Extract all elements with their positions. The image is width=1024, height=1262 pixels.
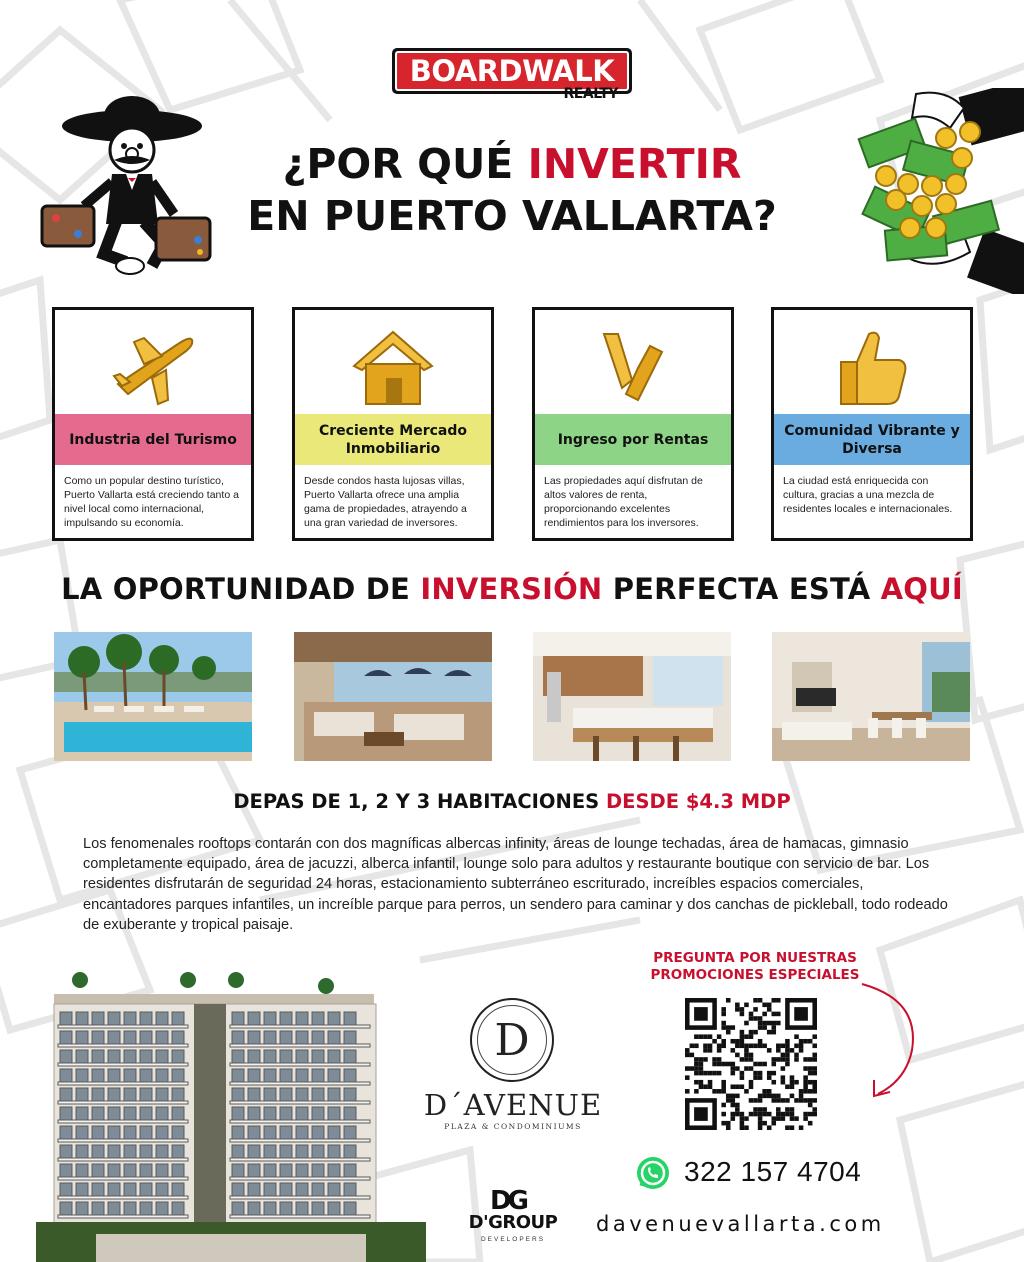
whatsapp-icon	[636, 1156, 670, 1190]
card-label-band	[295, 414, 491, 465]
thumbs-up-icon	[827, 324, 917, 408]
davenue-monogram-circle	[470, 998, 554, 1082]
pool-photo	[54, 632, 252, 761]
headline-highlight-inversion: INVERSIÓN	[420, 572, 603, 606]
money-hands-illustration	[846, 88, 1024, 294]
investment-headline	[0, 572, 1024, 606]
apartments-headline	[0, 790, 1024, 813]
website-link[interactable]: davenuevallarta.com	[596, 1212, 885, 1236]
phone-number: 322 157 4704	[684, 1156, 862, 1187]
title-highlight-invertir: INVERTIR	[527, 140, 742, 188]
card-label: Ingreso por Rentas	[557, 431, 709, 448]
promo-line-1: PREGUNTA POR NUESTRAS	[653, 950, 857, 966]
depas-part-1: DEPAS DE 1, 2 Y 3 HABITACIONES	[233, 790, 606, 813]
card-text: Las propiedades aquí disfrutan de altos valores de renta, proporcionando excelentes rendimientos para los inversores.	[544, 475, 703, 529]
promo-line-2: PROMOCIONES ESPECIALES	[650, 967, 860, 983]
boardwalk-realty-logo	[392, 48, 632, 108]
promo-callout	[610, 950, 900, 984]
gold-v-icon	[588, 324, 678, 408]
amenities-description: Los fenomenales rooftops contarán con dos magníficas albercas infinity, áreas de lounge techadas, área de hamacas, gimnasio completamente equipado, área de jacuzzi, alberca infantil, lounge solo para adultos y restaurante boutique con servicio de bar. Los residentes disfrutarán de seguridad 24 horas, estacionamiento subterráneo escriturado, increíbles espacios comerciales, encantadores parques infantiles, un increíble parque para perros, un sendero para caminar y dos canchas de pickleball, todo rodeado de exuberante y tropical paisaje.	[83, 836, 948, 933]
card-label-band	[774, 414, 970, 465]
card-tourism	[52, 307, 254, 541]
depas-price: DESDE $4.3 MDP	[606, 790, 791, 813]
card-label: Comunidad Vibrante y Diversa	[784, 422, 960, 457]
title-line-2: EN PUERTO VALLARTA?	[247, 192, 777, 240]
kitchen-photo	[533, 632, 731, 761]
davenue-monogram: D	[477, 1005, 547, 1075]
whatsapp-contact[interactable]	[636, 1154, 896, 1194]
logo-sub-text: REALTY	[563, 86, 618, 102]
dgroup-mark: DG	[490, 1186, 525, 1216]
davenue-tagline: PLAZA & CONDOMINIUMS	[444, 1122, 582, 1131]
mascot-with-suitcases-illustration	[34, 94, 224, 284]
arrow-icon	[860, 980, 930, 1100]
davenue-name: D´AVENUE	[423, 1088, 603, 1122]
logo-main-text: BOARDWALK	[409, 54, 615, 88]
building-rendering	[36, 972, 426, 1262]
card-text: Como un popular destino turístico, Puerto Vallarta está creciendo tanto a nivel local como internacional, impulsando su economía.	[64, 475, 239, 529]
card-label-band	[55, 414, 251, 465]
card-label: Industria del Turismo	[69, 431, 237, 448]
dgroup-developers-logo	[450, 1188, 576, 1248]
house-icon	[348, 324, 438, 408]
card-rental-income	[532, 307, 734, 541]
living-room-photo	[772, 632, 970, 761]
card-real-estate	[292, 307, 494, 541]
card-text: La ciudad está enriquecida con cultura, gracias a una mezcla de residentes locales e internacionales.	[783, 475, 953, 515]
headline-highlight-aqui: AQUÍ	[880, 572, 963, 606]
page-title	[200, 138, 824, 242]
davenue-logo	[418, 998, 618, 1138]
title-part-1: ¿POR QUÉ	[282, 140, 528, 188]
qr-code[interactable]	[685, 998, 817, 1130]
card-label: Creciente Mercado Inmobiliario	[318, 422, 467, 457]
lounge-photo	[294, 632, 492, 761]
headline-part-3: PERFECTA ESTÁ	[602, 572, 881, 606]
card-community	[771, 307, 973, 541]
headline-part-1: LA OPORTUNIDAD DE	[61, 572, 421, 606]
card-label-band	[535, 414, 731, 465]
dgroup-name: D'GROUP	[468, 1212, 558, 1233]
card-text: Desde condos hasta lujosas villas, Puerto Vallarta ofrece una amplia gama de propiedades, atrayendo a una gran variedad de inversores.	[304, 475, 467, 529]
dgroup-sub: DEVELOPERS	[480, 1236, 546, 1243]
airplane-icon	[108, 324, 198, 408]
